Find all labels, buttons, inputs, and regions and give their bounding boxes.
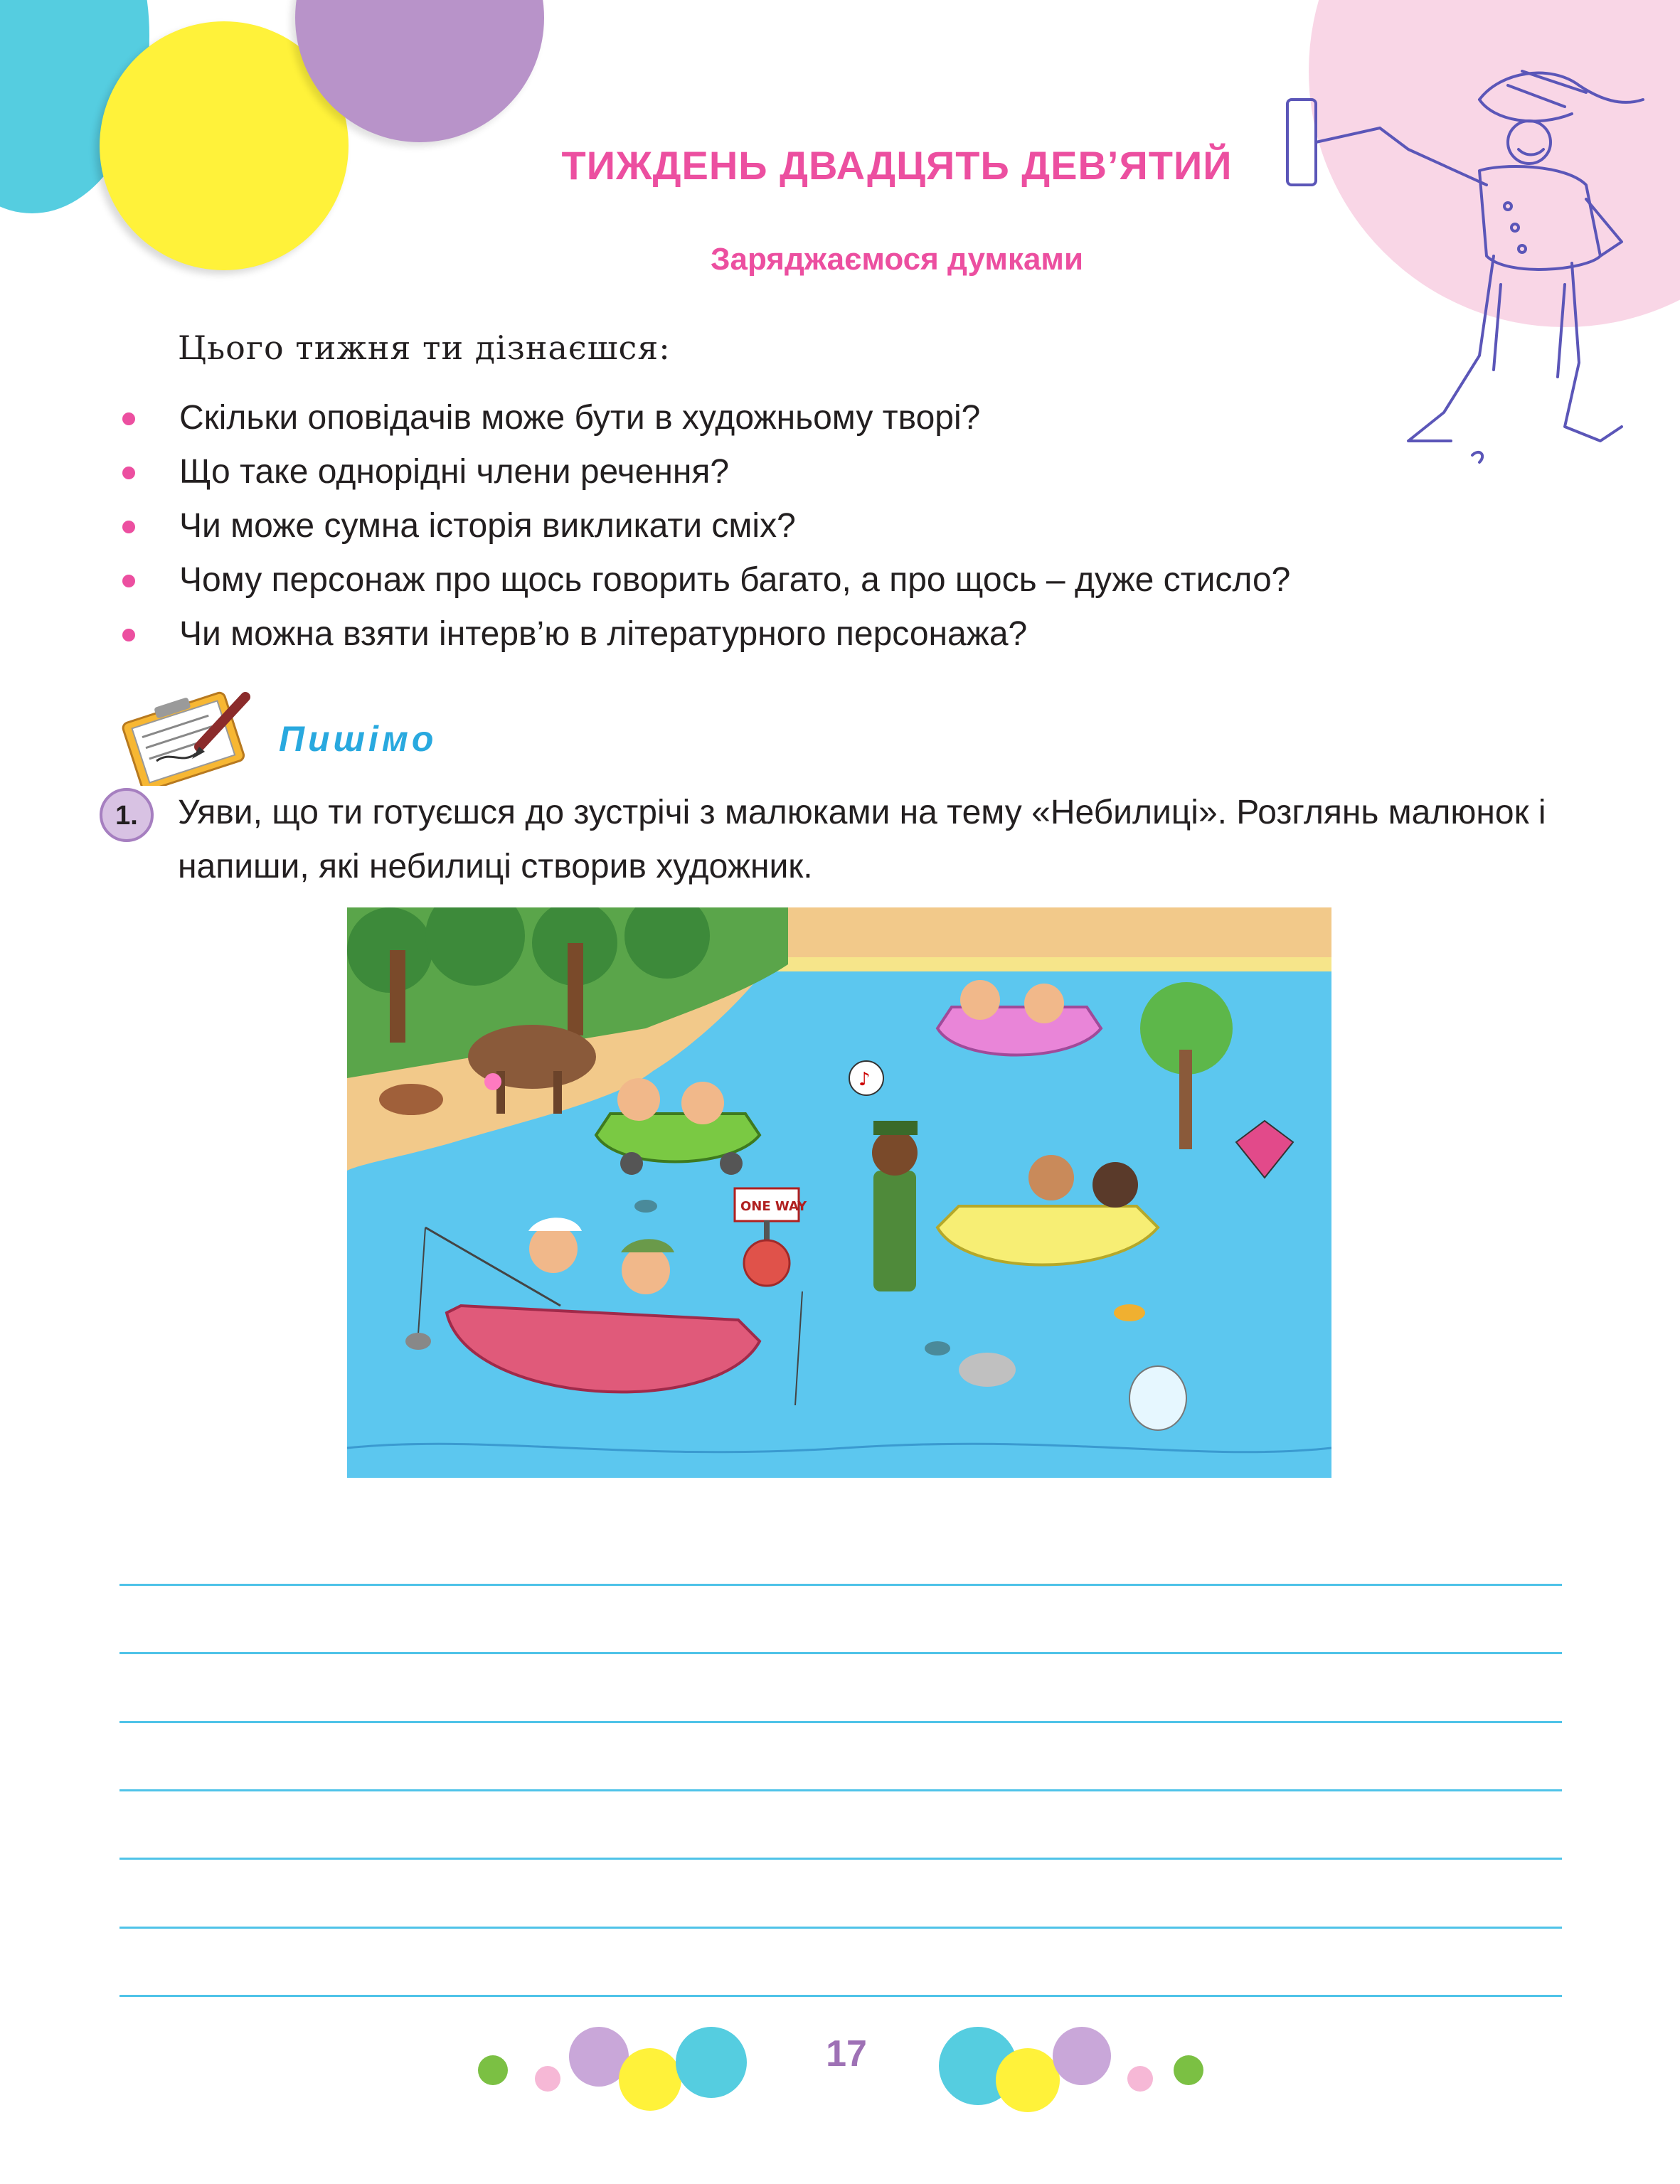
writing-line[interactable] [119, 1652, 1562, 1654]
clipboard-pen-icon [114, 679, 263, 786]
writing-line[interactable] [119, 1721, 1562, 1723]
list-item-text: Чи може сумна історія викликати сміх? [179, 507, 796, 545]
list-item-text: Чому персонаж про щось говорить багато, а про щось – дуже стисло? [179, 561, 1291, 599]
writing-line[interactable] [119, 1927, 1562, 1929]
writing-line[interactable] [119, 1858, 1562, 1860]
writing-line[interactable] [119, 1789, 1562, 1791]
footer-dot-teal [676, 2027, 747, 2098]
page-subtitle: Заряджаємося думками [710, 242, 1084, 277]
footer-dot-yellow [996, 2048, 1060, 2112]
bullet-dot [122, 467, 135, 479]
footer-dot-yellow [619, 2048, 681, 2111]
task-number-badge: 1. [100, 788, 154, 842]
nonsense-lake-illustration [347, 907, 1331, 1478]
bullet-dot [122, 521, 135, 533]
list-item [114, 607, 1290, 661]
footer-dot-pink [1127, 2066, 1153, 2092]
writing-line[interactable] [119, 1995, 1562, 1997]
list-item-text: Чи можна взяти інтерв’ю в літературного персонажа? [179, 615, 1028, 653]
page-title: ТИЖДЕНЬ ДВАДЦЯТЬ ДЕВ’ЯТИЙ [561, 143, 1233, 188]
bullet-dot [122, 412, 135, 425]
svg-text:♪: ♪ [858, 1069, 871, 1090]
list-item [114, 445, 1290, 499]
list-item [114, 553, 1290, 607]
footer-dot-lavender [1053, 2027, 1111, 2085]
learning-goals-list [114, 391, 1290, 661]
list-item [114, 391, 1290, 445]
footer-dot-green [478, 2055, 508, 2085]
list-item-text: Скільки оповідачів може бути в художньому творі? [179, 399, 981, 437]
page-number: 17 [826, 2033, 867, 2074]
list-item-text: Що таке однорідні члени речення? [179, 453, 730, 491]
writing-line[interactable] [119, 1584, 1562, 1586]
bullet-dot [122, 629, 135, 641]
bullet-dot [122, 575, 135, 587]
footer-dot-green [1174, 2055, 1203, 2085]
task-text: Уяви, що ти готуєшся до зустрічі з малюками на тему «Небилиці». Розглянь малюнок і напиши, які небилиці створив художник. [178, 794, 1546, 885]
section-heading-writing: Пишімо [279, 719, 437, 759]
intro-lead: Цього тижня ти дізнаєшся: [178, 329, 671, 367]
footer-dot-pink [535, 2066, 560, 2092]
one-way-sign-text: ONE WAY [740, 1199, 807, 1214]
list-item [114, 499, 1290, 553]
